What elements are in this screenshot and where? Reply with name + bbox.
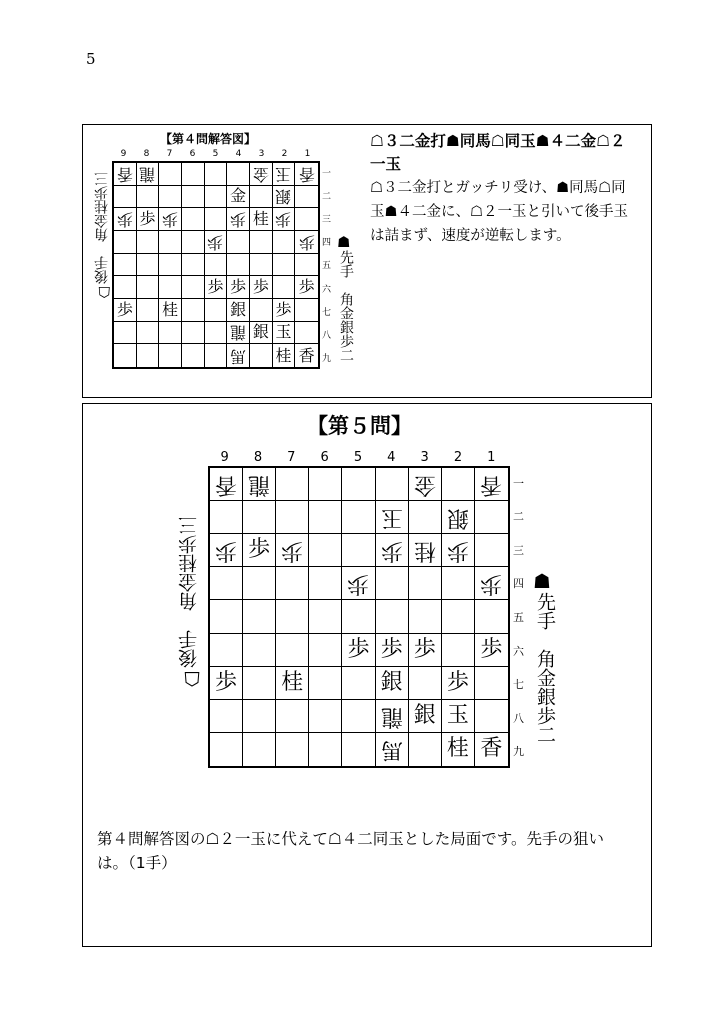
board-square[interactable]	[250, 163, 273, 186]
column-label: 1	[487, 450, 496, 465]
board-square[interactable]	[376, 733, 409, 766]
board-square[interactable]	[227, 186, 250, 209]
board-square[interactable]	[342, 667, 375, 700]
board-square[interactable]	[250, 254, 273, 277]
gote-piece: 龍	[139, 164, 156, 184]
board-square[interactable]	[210, 600, 243, 633]
board-square[interactable]	[114, 322, 137, 345]
sente-piece: 歩	[275, 299, 292, 319]
column-label: 4	[235, 149, 242, 159]
sente-piece: 玉	[446, 702, 469, 728]
sente-piece: 桂	[275, 345, 292, 365]
board-square[interactable]	[114, 276, 137, 299]
board-square[interactable]	[309, 534, 342, 567]
board-square[interactable]	[227, 322, 250, 345]
row-label: 四	[513, 577, 524, 591]
gote-piece: 桂	[413, 538, 436, 564]
gote-piece: 歩	[446, 538, 469, 564]
board-square[interactable]	[442, 667, 475, 700]
answer-gote-hand-text: 後手 角金桂歩三	[94, 172, 110, 284]
board-square[interactable]	[210, 667, 243, 700]
board-square[interactable]	[227, 344, 250, 367]
gote-piece: 龍	[248, 472, 271, 498]
board-square[interactable]	[442, 634, 475, 667]
board-square[interactable]	[276, 700, 309, 733]
board-square[interactable]	[137, 344, 160, 367]
sente-piece: 金	[230, 186, 247, 206]
board-square[interactable]	[210, 634, 243, 667]
board-square[interactable]	[309, 700, 342, 733]
board-square[interactable]	[376, 534, 409, 567]
board-square[interactable]	[409, 733, 442, 766]
sente-piece: 歩	[446, 669, 469, 695]
gote-piece: 金	[413, 472, 436, 498]
answer-sente-hand	[337, 234, 357, 374]
board-square[interactable]	[295, 208, 318, 231]
board-square[interactable]	[376, 501, 409, 534]
gote-piece: 歩	[281, 538, 304, 564]
board-square[interactable]	[205, 231, 228, 254]
board-square[interactable]	[276, 634, 309, 667]
board-square[interactable]	[475, 700, 508, 733]
answer-gote-hand	[91, 160, 111, 300]
gote-piece: 香	[116, 164, 133, 184]
board-square[interactable]	[137, 186, 160, 209]
board-square[interactable]	[409, 634, 442, 667]
sente-mark-icon: ☗	[533, 569, 551, 593]
column-label: 2	[281, 149, 288, 159]
sente-piece: 歩	[413, 636, 436, 662]
row-label: 八	[322, 330, 332, 341]
gote-piece: 金	[252, 164, 269, 184]
sente-piece: 歩	[480, 636, 503, 662]
sente-piece: 歩	[380, 636, 403, 662]
board-square[interactable]	[442, 501, 475, 534]
board-square[interactable]	[475, 534, 508, 567]
board-square[interactable]	[342, 501, 375, 534]
gote-mark-icon: ☖	[97, 283, 111, 301]
row-label: 一	[513, 476, 524, 490]
column-label: 8	[143, 149, 150, 159]
board-square[interactable]	[137, 276, 160, 299]
board-square[interactable]	[159, 344, 182, 367]
row-label: 八	[513, 711, 524, 725]
board-square[interactable]	[114, 299, 137, 322]
board-square[interactable]	[309, 501, 342, 534]
board-square[interactable]	[409, 667, 442, 700]
row-label: 六	[322, 284, 332, 295]
problem-column-labels	[208, 450, 508, 466]
gote-piece: 馬	[380, 737, 403, 763]
board-square[interactable]	[227, 208, 250, 231]
board-square[interactable]	[376, 600, 409, 633]
row-label: 五	[513, 611, 524, 625]
board-square[interactable]	[182, 163, 205, 186]
board-square[interactable]	[250, 208, 273, 231]
board-square[interactable]	[182, 254, 205, 277]
gote-piece: 歩	[298, 232, 315, 252]
board-square[interactable]	[210, 733, 243, 766]
board-square[interactable]	[114, 163, 137, 186]
sente-piece: 香	[480, 736, 503, 762]
column-label: 9	[220, 450, 229, 465]
board-square[interactable]	[205, 186, 228, 209]
board-square[interactable]	[409, 468, 442, 501]
column-label: 2	[453, 450, 463, 465]
column-label: 1	[304, 149, 311, 159]
answer-diagram-title: 【第４問解答図】	[160, 132, 257, 146]
gote-piece: 歩	[347, 571, 370, 597]
board-square[interactable]	[342, 468, 375, 501]
board-square[interactable]	[205, 163, 228, 186]
gote-mark-icon: ☖	[183, 667, 201, 691]
board-square[interactable]	[227, 231, 250, 254]
board-square[interactable]	[276, 501, 309, 534]
problem-question: 第４問解答図の☖２一玉に代えて☖４二同玉とした局面です。先手の狙いは。（1手）	[97, 830, 605, 872]
board-square[interactable]	[137, 163, 160, 186]
board-square[interactable]	[250, 344, 273, 367]
board-square[interactable]	[342, 534, 375, 567]
gote-piece: 銀	[446, 505, 469, 531]
row-label: 六	[513, 644, 524, 658]
answer-sente-hand-text: 先手 角金銀歩二	[338, 250, 354, 362]
answer-board	[112, 161, 320, 369]
board-square[interactable]	[295, 299, 318, 322]
board-square[interactable]	[205, 344, 228, 367]
board-square[interactable]	[295, 276, 318, 299]
board-square[interactable]	[295, 186, 318, 209]
board-square[interactable]	[243, 468, 276, 501]
board-square[interactable]	[309, 567, 342, 600]
sente-piece: 歩	[298, 277, 315, 297]
board-square[interactable]	[442, 567, 475, 600]
gote-piece: 歩	[162, 210, 179, 230]
board-square[interactable]	[295, 322, 318, 345]
problem-gote-hand-text: 後手 角金桂歩三	[178, 516, 200, 668]
board-square[interactable]	[273, 344, 296, 367]
answer-column-labels	[112, 149, 319, 161]
gote-piece: 香	[480, 472, 503, 498]
board-square[interactable]	[295, 254, 318, 277]
column-label: 7	[166, 149, 173, 159]
board-square[interactable]	[475, 468, 508, 501]
row-label: 三	[322, 215, 332, 226]
sente-piece: 桂	[252, 209, 269, 229]
board-square[interactable]	[442, 600, 475, 633]
sente-mark-icon: ☗	[337, 233, 351, 251]
gote-piece: 歩	[116, 210, 133, 230]
board-square[interactable]	[409, 567, 442, 600]
answer-moves: ☖３二金打☗同馬☖同玉☗４二金☖２一玉	[370, 132, 626, 173]
board-square[interactable]	[276, 468, 309, 501]
sente-piece: 歩	[207, 277, 224, 297]
board-square[interactable]	[243, 733, 276, 766]
board-square[interactable]	[159, 163, 182, 186]
sente-piece: 歩	[116, 299, 133, 319]
board-square[interactable]	[159, 299, 182, 322]
board-square[interactable]	[205, 208, 228, 231]
board-square[interactable]	[273, 231, 296, 254]
board-square[interactable]	[376, 700, 409, 733]
problem-title: 【第５問】	[307, 414, 412, 438]
sente-piece: 桂	[446, 736, 469, 762]
page-number: 5	[86, 50, 96, 68]
board-square[interactable]	[250, 186, 273, 209]
board-square[interactable]	[273, 276, 296, 299]
sente-piece: 銀	[230, 299, 247, 319]
gote-piece: 香	[298, 164, 315, 184]
board-square[interactable]	[442, 468, 475, 501]
row-label: 七	[513, 678, 524, 692]
gote-piece: 歩	[215, 538, 238, 564]
row-label: 四	[322, 238, 332, 249]
sente-piece: 桂	[162, 299, 179, 319]
board-square[interactable]	[475, 600, 508, 633]
gote-piece: 馬	[230, 346, 247, 366]
board-square[interactable]	[309, 667, 342, 700]
row-label: 一	[322, 169, 332, 180]
board-square[interactable]	[114, 231, 137, 254]
board-square[interactable]	[243, 534, 276, 567]
sente-piece: 桂	[281, 669, 304, 695]
row-label: 三	[513, 543, 524, 557]
board-square[interactable]	[137, 322, 160, 345]
board-square[interactable]	[276, 534, 309, 567]
board-square[interactable]	[182, 231, 205, 254]
board-square[interactable]	[182, 344, 205, 367]
problem-sente-hand-text: 先手 角金銀歩二	[534, 592, 556, 744]
gote-piece: 銀	[275, 187, 292, 207]
sente-piece: 歩	[252, 277, 269, 297]
gote-piece: 龍	[230, 323, 247, 343]
board-square[interactable]	[273, 163, 296, 186]
board-square[interactable]	[475, 667, 508, 700]
board-square[interactable]	[137, 231, 160, 254]
board-square[interactable]	[273, 186, 296, 209]
sente-piece: 歩	[248, 537, 271, 563]
sente-piece: 歩	[139, 209, 156, 229]
board-square[interactable]	[250, 322, 273, 345]
board-square[interactable]	[442, 700, 475, 733]
board-square[interactable]	[182, 208, 205, 231]
board-square[interactable]	[210, 567, 243, 600]
board-square[interactable]	[409, 501, 442, 534]
board-square[interactable]	[243, 501, 276, 534]
board-square[interactable]	[137, 299, 160, 322]
board-square[interactable]	[159, 276, 182, 299]
board-square[interactable]	[342, 700, 375, 733]
column-label: 6	[320, 450, 329, 465]
board-square[interactable]	[159, 186, 182, 209]
column-label: 8	[253, 450, 263, 465]
board-square[interactable]	[273, 322, 296, 345]
board-square[interactable]	[114, 254, 137, 277]
problem-sente-hand	[533, 570, 559, 770]
sente-piece: 歩	[347, 636, 370, 662]
board-square[interactable]	[159, 322, 182, 345]
board-square[interactable]	[342, 733, 375, 766]
board-square[interactable]	[250, 299, 273, 322]
column-label: 5	[353, 450, 363, 465]
gote-piece: 玉	[275, 164, 292, 184]
board-square[interactable]	[243, 634, 276, 667]
column-label: 5	[212, 149, 219, 159]
problem-board	[208, 466, 510, 768]
sente-piece: 銀	[380, 669, 403, 695]
answer-text-block	[370, 130, 640, 248]
column-label: 3	[420, 450, 429, 465]
board-square[interactable]	[137, 208, 160, 231]
column-label: 9	[120, 149, 127, 159]
board-square[interactable]	[295, 344, 318, 367]
board-square[interactable]	[227, 299, 250, 322]
sente-piece: 玉	[275, 322, 292, 342]
board-square[interactable]	[159, 254, 182, 277]
board-square[interactable]	[475, 733, 508, 766]
problem-row-labels	[513, 466, 527, 768]
column-label: 3	[258, 149, 265, 159]
board-square[interactable]	[137, 254, 160, 277]
board-square[interactable]	[114, 186, 137, 209]
board-square[interactable]	[250, 276, 273, 299]
board-square[interactable]	[243, 667, 276, 700]
board-square[interactable]	[205, 276, 228, 299]
row-label: 二	[513, 510, 524, 524]
board-square[interactable]	[342, 567, 375, 600]
row-label: 九	[513, 745, 524, 759]
sente-piece: 歩	[230, 277, 247, 297]
board-square[interactable]	[376, 567, 409, 600]
board-square[interactable]	[475, 501, 508, 534]
board-square[interactable]	[295, 231, 318, 254]
board-square[interactable]	[409, 700, 442, 733]
answer-explanation: ☖３二金打とガッチリ受け、☗同馬☖同玉☗４二金に、☖２一玉と引いて後手玉は詰まず、速度が逆転します。	[370, 180, 628, 244]
board-square[interactable]	[409, 600, 442, 633]
board-square[interactable]	[243, 567, 276, 600]
board-square[interactable]	[243, 700, 276, 733]
board-square[interactable]	[309, 600, 342, 633]
board-square[interactable]	[205, 322, 228, 345]
board-square[interactable]	[182, 186, 205, 209]
board-square[interactable]	[210, 468, 243, 501]
board-square[interactable]	[442, 733, 475, 766]
board-square[interactable]	[376, 667, 409, 700]
sente-piece: 歩	[215, 669, 238, 695]
board-square[interactable]	[295, 163, 318, 186]
board-square[interactable]	[342, 600, 375, 633]
row-label: 二	[322, 192, 332, 203]
board-square[interactable]	[159, 208, 182, 231]
row-label: 五	[322, 261, 332, 272]
gote-piece: 歩	[230, 210, 247, 230]
board-square[interactable]	[273, 254, 296, 277]
sente-piece: 銀	[252, 322, 269, 342]
board-square[interactable]	[250, 231, 273, 254]
board-square[interactable]	[227, 276, 250, 299]
answer-row-labels	[322, 161, 334, 369]
board-square[interactable]	[227, 163, 250, 186]
board-square[interactable]	[276, 600, 309, 633]
gote-piece: 歩	[275, 210, 292, 230]
board-square[interactable]	[309, 634, 342, 667]
board-square[interactable]	[442, 534, 475, 567]
board-square[interactable]	[276, 567, 309, 600]
gote-piece: 玉	[380, 505, 403, 531]
board-square[interactable]	[182, 299, 205, 322]
gote-piece: 歩	[207, 232, 224, 252]
board-square[interactable]	[114, 344, 137, 367]
gote-piece: 歩	[380, 538, 403, 564]
board-square[interactable]	[227, 254, 250, 277]
column-label: 6	[189, 149, 196, 159]
problem-gote-hand	[175, 466, 201, 690]
gote-piece: 歩	[480, 571, 503, 597]
board-square[interactable]	[243, 600, 276, 633]
sente-piece: 銀	[413, 702, 436, 728]
board-square[interactable]	[159, 231, 182, 254]
board-square[interactable]	[205, 254, 228, 277]
board-square[interactable]	[182, 276, 205, 299]
board-square[interactable]	[210, 700, 243, 733]
board-square[interactable]	[276, 667, 309, 700]
board-square[interactable]	[276, 733, 309, 766]
column-label: 7	[287, 450, 296, 465]
board-square[interactable]	[342, 634, 375, 667]
board-square[interactable]	[205, 299, 228, 322]
board-square[interactable]	[376, 468, 409, 501]
gote-piece: 龍	[380, 703, 403, 729]
sente-piece: 香	[298, 345, 315, 365]
board-square[interactable]	[475, 567, 508, 600]
board-square[interactable]	[114, 208, 137, 231]
gote-piece: 香	[215, 472, 238, 498]
row-label: 九	[322, 353, 332, 364]
board-square[interactable]	[273, 208, 296, 231]
board-square[interactable]	[210, 534, 243, 567]
board-square[interactable]	[309, 468, 342, 501]
board-square[interactable]	[475, 634, 508, 667]
board-square[interactable]	[309, 733, 342, 766]
board-square[interactable]	[409, 534, 442, 567]
board-square[interactable]	[210, 501, 243, 534]
row-label: 七	[322, 307, 332, 318]
board-square[interactable]	[376, 634, 409, 667]
board-square[interactable]	[182, 322, 205, 345]
board-square[interactable]	[273, 299, 296, 322]
column-label: 4	[387, 450, 396, 465]
